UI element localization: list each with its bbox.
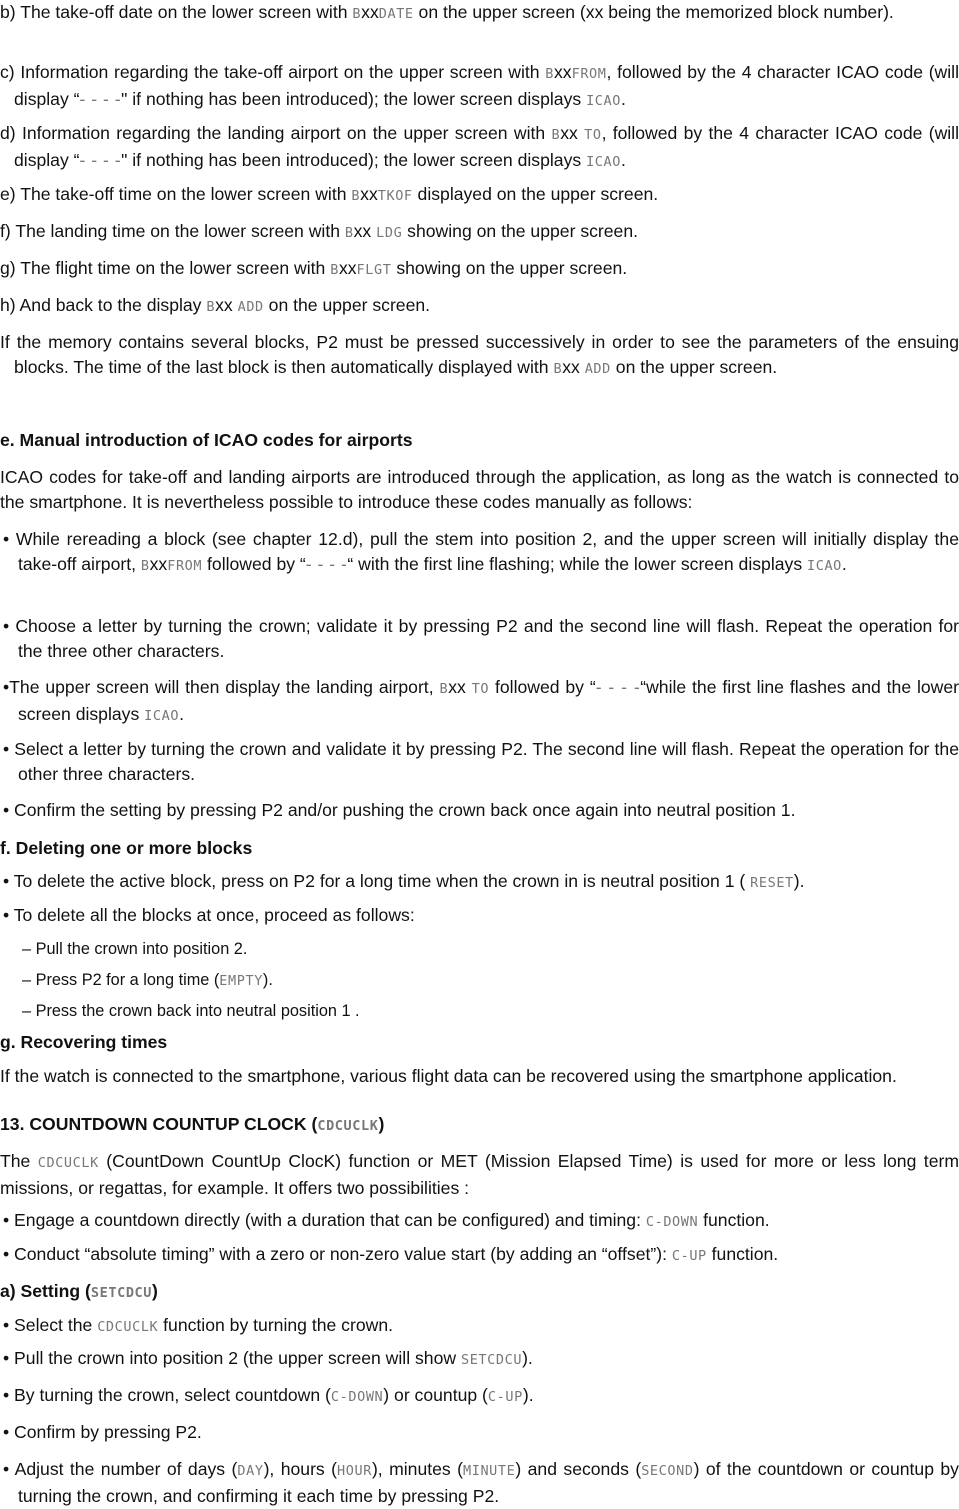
lcd-text: B <box>545 66 554 82</box>
lcd-text: FLGT <box>356 262 392 278</box>
section-e-intro: ICAO codes for take-off and landing airports are introduced through the application, as long as the watch is connected to the smartphone. It is nevertheless possible to introduce these codes manually as follows: <box>0 467 959 512</box>
section-f-heading: f. Deleting one or more blocks <box>0 838 253 858</box>
section-f-substep-3: – Press the crown back into neutral position 1 . <box>22 1002 360 1020</box>
lcd-text: RESET <box>750 875 794 891</box>
lcd-text: EMPTY <box>219 973 263 989</box>
section-g-heading: g. Recovering times <box>0 1032 168 1052</box>
lcd-text: SETCDCU <box>90 1285 152 1301</box>
dash-placeholder: - - - - <box>79 89 122 109</box>
section-e-bullet-4: • Select a letter by turning the crown and validate it by pressing P2. The second line will flash. Repeat the operation for the other three characters. <box>3 739 959 784</box>
section-13-intro: The CDCUCLK (CountDown CountUp ClocK) function or MET (Mission Elapsed Time) is used for more or less long term missions, or regattas, for example. It offers two possibilities : <box>0 1151 959 1198</box>
lcd-text: CDCUCLK <box>37 1155 99 1171</box>
section-e-bullet-2: • Choose a letter by turning the crown; validate it by pressing P2 and the second line will flash. Repeat the operation for the three other characters. <box>3 616 959 661</box>
lcd-text: SETCDCU <box>460 1352 523 1368</box>
lcd-text: C-DOWN <box>645 1214 699 1230</box>
list-item-c: c) Information regarding the take-off airport on the upper screen with BxxFROM, followed by the 4 character ICAO code (will display “- - - -" if nothing has been introduced); the lower screen displays ICAO. <box>0 62 959 109</box>
section-e-bullet-5: • Confirm the setting by pressing P2 and/or pushing the crown back once again into neutral position 1. <box>3 800 796 820</box>
section-f-substep-1: – Pull the crown into position 2. <box>22 940 248 958</box>
lcd-text: DAY <box>237 1463 264 1479</box>
lcd-text: C-UP <box>487 1389 523 1405</box>
section-a-bullet-4: • Confirm by pressing P2. <box>3 1422 202 1442</box>
list-item-g: g) The flight time on the lower screen with BxxFLGT showing on the upper screen. <box>0 258 628 278</box>
section-a-bullet-1: • Select the CDCUCLK function by turning the crown. <box>3 1315 393 1335</box>
list-item-h: h) And back to the display Bxx ADD on the upper screen. <box>0 295 431 315</box>
lcd-text: LDG <box>376 225 403 241</box>
lcd-text: TO <box>584 127 602 143</box>
lcd-text: ADD <box>237 299 264 315</box>
lcd-text: MINUTE <box>462 1463 516 1479</box>
dash-placeholder: - - - - <box>79 150 122 170</box>
lcd-text: ICAO <box>807 558 842 574</box>
lcd-text: B <box>551 127 561 143</box>
lcd-text: B <box>206 299 216 315</box>
section-f-substep-2: – Press P2 for a long time (EMPTY). <box>22 971 273 989</box>
dash-placeholder: - - - - <box>595 677 641 697</box>
section-g-text: If the watch is connected to the smartphone, various flight data can be recovered using the smartphone application. <box>0 1066 897 1086</box>
section-a-bullet-3: • By turning the crown, select countdown (C-DOWN) or countup (C-UP). <box>3 1385 534 1405</box>
lcd-text: ADD <box>584 361 611 377</box>
section-13-bullet-1: • Engage a countdown directly (with a duration that can be configured) and timing: C-DOWN function. <box>3 1210 770 1230</box>
lcd-text: CDCUCLK <box>317 1118 379 1134</box>
lcd-text: DATE <box>378 6 414 22</box>
section-a-heading: a) Setting (SETCDCU) <box>0 1281 158 1301</box>
section-13-heading: 13. COUNTDOWN COUNTUP CLOCK (CDCUCLK) <box>0 1114 385 1134</box>
list-item-d: d) Information regarding the landing airport on the upper screen with Bxx TO, followed by the 4 character ICAO code (will display “- - - -" if nothing has been introduced); the lower screen displays ICAO. <box>0 123 959 170</box>
lcd-text: FROM <box>167 558 203 574</box>
lcd-text: ICAO <box>144 708 180 724</box>
section-e-bullet-1: • While rereading a block (see chapter 12.d), pull the stem into position 2, and the upper screen will initially display the take-off airport, BxxFROM followed by “- - - -“ with the first line flashing; while the lower screen displays ICAO. <box>3 529 959 574</box>
section-e-bullet-3: •The upper screen will then display the landing airport, Bxx TO followed by “- - - -“while the first line flashes and the lower screen displays ICAO. <box>3 677 959 724</box>
section-13-bullet-2: • Conduct “absolute timing” with a zero or non-zero value start (by adding an “offset”): C-UP function. <box>3 1244 779 1264</box>
lcd-text: TO <box>471 681 490 697</box>
lcd-text: FROM <box>571 66 607 82</box>
lcd-text: B <box>344 225 354 241</box>
lcd-text: CDCUCLK <box>97 1319 159 1335</box>
section-f-bullet-2: • To delete all the blocks at once, proceed as follows: <box>3 905 415 925</box>
lcd-text: C-DOWN <box>330 1389 384 1405</box>
lcd-text: C-UP <box>671 1248 707 1264</box>
lcd-text: SECOND <box>641 1463 694 1479</box>
lcd-text: HOUR <box>337 1463 372 1479</box>
lcd-text: ICAO <box>586 93 621 109</box>
section-e-heading: e. Manual introduction of ICAO codes for airports <box>0 430 413 450</box>
lcd-text: TKOF <box>377 188 413 204</box>
lcd-text: B <box>351 188 361 204</box>
lcd-text: B <box>439 681 449 697</box>
lcd-text: B <box>330 262 339 278</box>
dash-placeholder: - - - - <box>305 554 348 574</box>
list-item-e: e) The take-off time on the lower screen with BxxTKOF displayed on the upper screen. <box>0 184 659 204</box>
lcd-text: B <box>140 558 150 574</box>
lcd-text: ICAO <box>586 154 621 170</box>
memory-paragraph: If the memory contains several blocks, P2 must be pressed successively in order to see the parameters of the ensuing blocks. The time of the last block is then automatically displayed with Bxx ADD on the upper screen. <box>0 332 959 377</box>
section-a-bullet-5: • Adjust the number of days (DAY), hours (HOUR), minutes (MINUTE) and seconds (SECOND) of the countdown or countup by turning the crown, and confirming it each time by pressing P2. <box>3 1459 959 1506</box>
section-a-bullet-2: • Pull the crown into position 2 (the upper screen will show SETCDCU). <box>3 1348 533 1368</box>
list-item-b: b) The take-off date on the lower screen with BxxDATE on the upper screen (xx being the memorized block number). <box>0 2 894 22</box>
list-item-f: f) The landing time on the lower screen with Bxx LDG showing on the upper screen. <box>0 221 639 241</box>
section-f-bullet-1: • To delete the active block, press on P2 for a long time when the crown in is neutral position 1 ( RESET). <box>3 871 805 891</box>
lcd-text: B <box>553 361 563 377</box>
lcd-text: B <box>352 6 362 22</box>
